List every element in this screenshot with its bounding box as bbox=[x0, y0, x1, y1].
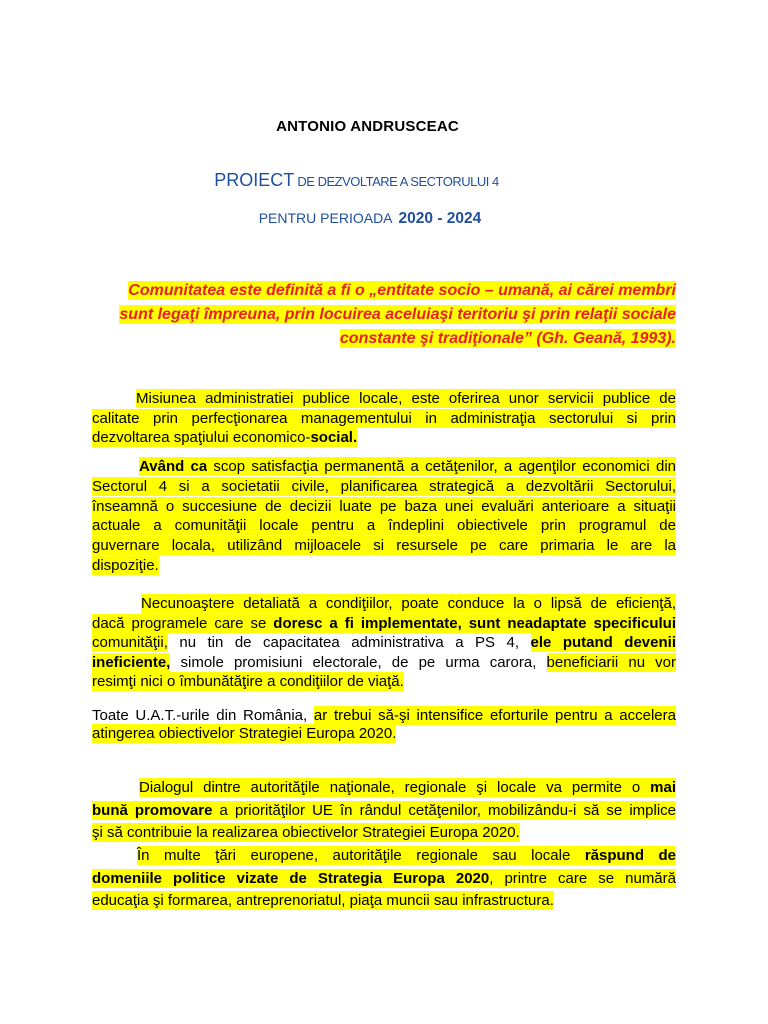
paragraph-dialogue bbox=[92, 777, 676, 845]
project-title-keyword: PROIECT bbox=[214, 170, 295, 190]
quote-block bbox=[92, 279, 676, 351]
highlighted-text: actuale a comunităţii locale pentru a îndeplini obiectivele prin programul de bbox=[92, 517, 676, 535]
text-run: nu tin de capacitatea administrativa a PS 4, bbox=[167, 634, 531, 651]
paragraph-line bbox=[92, 497, 676, 517]
highlighted-text: Având ca bbox=[139, 458, 208, 475]
paragraph-line bbox=[92, 428, 676, 448]
highlighted-text: mai bbox=[650, 779, 676, 796]
paragraph-line bbox=[92, 845, 676, 868]
highlighted-text: înseamnă o succesiune de decizii luate pe baza unei evaluări anterioare a situaţii bbox=[92, 497, 676, 515]
paragraph-strategic-planning bbox=[92, 457, 676, 576]
paragraph-line bbox=[92, 457, 676, 477]
highlighted-text: şi să contribuie la realizarea obiectivelor Strategiei Europa 2020. bbox=[92, 824, 520, 841]
quote-line bbox=[92, 327, 676, 351]
paragraph-line bbox=[92, 653, 676, 673]
highlighted-text: răspund de bbox=[584, 847, 676, 864]
highlighted-text: ele putand devenii bbox=[530, 634, 676, 651]
highlighted-text: dezvoltarea spaţiului economico- bbox=[92, 429, 311, 446]
highlighted-text: dacă programele care se bbox=[92, 614, 274, 632]
paragraph-line bbox=[92, 516, 676, 536]
highlighted-text: dispoziţie. bbox=[92, 556, 159, 574]
quote-line-text: sunt legaţi împreuna, prin locuirea aceluiaşi teritoriu şi prin relaţii sociale bbox=[119, 306, 676, 323]
quote-line-text: constante şi tradiţionale” (Gh. Geană, 1993). bbox=[339, 330, 676, 347]
highlighted-text: calitate prin perfecţionarea managementului in administraţia sectorului si prin bbox=[92, 409, 676, 427]
highlighted-text: atingerea obiectivelor Strategiei Europa 2020. bbox=[92, 724, 397, 742]
paragraph-line bbox=[92, 389, 676, 409]
highlighted-text: beneficiarii nu vor bbox=[546, 653, 676, 671]
paragraph-line bbox=[92, 890, 676, 913]
paragraph-european-countries bbox=[92, 845, 676, 913]
text-run: simole promisiuni electorale, de pe urma carora, bbox=[170, 653, 547, 671]
highlighted-text: scop satisfacţia permanentă a cetăţenilor, a agenţilor economici din bbox=[207, 458, 676, 475]
paragraph-uat bbox=[92, 707, 676, 742]
paragraph-line bbox=[92, 800, 676, 823]
project-period-label: PENTRU PERIOADA bbox=[258, 210, 393, 226]
highlighted-text: domeniile politice vizate de Strategia Europa 2020 bbox=[92, 869, 490, 887]
paragraph-line bbox=[92, 633, 676, 653]
paragraph-line bbox=[92, 594, 676, 614]
quote-line-text: Comunitatea este definită a fi o „entitate socio – umană, ai cărei membri bbox=[128, 282, 676, 299]
paragraph-line bbox=[92, 777, 676, 800]
project-title-rest: DE DEZVOLTARE A SECTORULUI 4 bbox=[294, 174, 499, 189]
highlighted-text: social. bbox=[310, 429, 358, 446]
project-period bbox=[92, 207, 648, 230]
paragraph-line bbox=[92, 672, 676, 692]
paragraph-line bbox=[92, 409, 676, 429]
highlighted-text: , printre care se numără bbox=[489, 869, 676, 887]
paragraph-line bbox=[92, 556, 676, 576]
paragraph-line bbox=[92, 868, 676, 891]
highlighted-text: comunităţii, bbox=[92, 634, 168, 651]
highlighted-text: educaţia şi formarea, antreprenoriatul, piaţa muncii sau infrastructura. bbox=[92, 892, 554, 909]
highlighted-text: Misiunea administratiei publice locale, este oferirea unor servicii publice de bbox=[136, 390, 676, 407]
highlighted-text: ineficiente, bbox=[92, 653, 171, 671]
paragraph-line bbox=[92, 614, 676, 634]
quote-line bbox=[92, 279, 676, 303]
highlighted-text: ar trebui să-şi intensifice eforturile pentru a accelera bbox=[313, 707, 676, 724]
highlighted-text: doresc a fi implementate, sunt neadaptate specificului bbox=[273, 614, 676, 632]
quote-line bbox=[92, 303, 676, 327]
paragraph-line bbox=[92, 725, 676, 743]
highlighted-text: resimţi nici o îmbunătăţire a condiţiilor de viaţă. bbox=[92, 673, 404, 690]
paragraph-efficiency bbox=[92, 594, 676, 692]
highlighted-text: guvernare locala, utilizând mijloacele si resursele pe care primaria le are la bbox=[92, 537, 676, 555]
highlighted-text: Dialogul dintre autorităţile naţionale, regionale şi locale va permite o bbox=[139, 779, 651, 796]
highlighted-text: a priorităţilor UE în rândul cetăţenilor, mobilizându-i să se implice bbox=[212, 801, 676, 819]
paragraph-line bbox=[92, 477, 676, 497]
highlighted-text: bună promovare bbox=[92, 801, 213, 819]
paragraph-line bbox=[92, 536, 676, 556]
paragraph-mission bbox=[92, 389, 676, 448]
highlighted-text: Necunoaştere detaliată a condiţiilor, poate conduce la o lipsă de eficienţă, bbox=[141, 595, 676, 612]
paragraph-line bbox=[92, 822, 676, 845]
paragraph-line bbox=[92, 707, 676, 725]
highlighted-text: Sectorul 4 si a societatii civile, planificarea strategică a dezvoltării Sectorului, bbox=[92, 477, 676, 495]
project-title bbox=[92, 169, 621, 193]
highlighted-text: În multe ţări europene, autorităţile regionale sau locale bbox=[137, 847, 585, 864]
author-name: ANTONIO ANDRUSCEAC bbox=[276, 118, 459, 135]
project-period-years: 2020 - 2024 bbox=[398, 210, 482, 227]
text-run: Toate U.A.T.-urile din România, bbox=[92, 707, 314, 724]
